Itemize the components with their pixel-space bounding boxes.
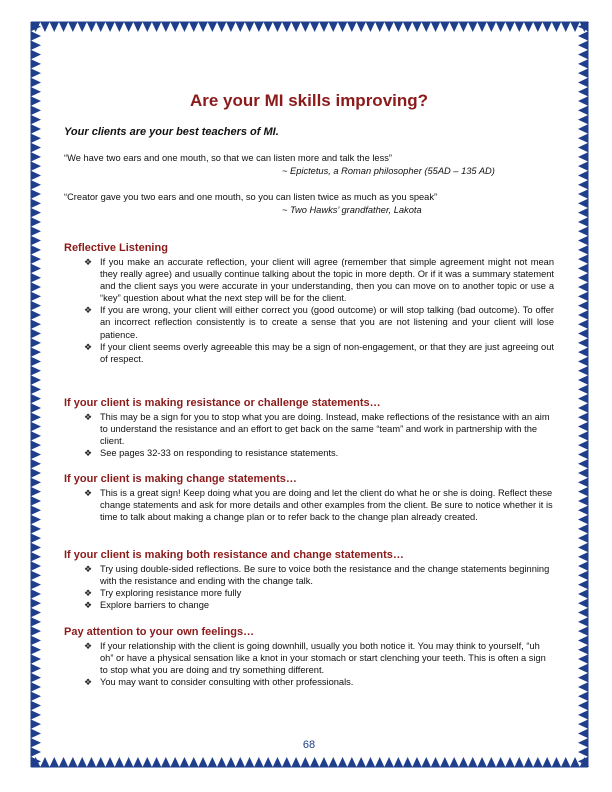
list-item-text: If you make an accurate reflection, your client will agree (remember that simple agreement might not mean they really agree) and usually continue talking about the topic in more depth. Or if it was a summary statement and the client says you were accurate in your understanding, then you can move on to another topic or use a “key” question about what the next step will be for the client. xyxy=(100,257,554,304)
quote-text: “We have two ears and one mouth, so that we can listen more and talk the less” xyxy=(64,153,392,163)
list-item-text: Try using double-sided reflections. Be sure to voice both the resistance and the change statements beginning with the resistance and ending with the change talk. xyxy=(100,564,550,587)
diamond-bullet-icon: ❖ xyxy=(84,600,93,611)
list-item-text: If your relationship with the client is going downhill, usually you both notice it. You may think to yourself, “uh oh” or have a physical sensation like a knot in your stomach or start clenching your teeth. This is often a sign to stop what you are doing and try something different. xyxy=(100,641,546,676)
list-item xyxy=(64,587,554,599)
list-item-text: Explore barriers to change xyxy=(100,600,210,611)
list-item-text: Try exploring resistance more fully xyxy=(100,588,242,599)
section-heading: If your client is making both resistance and change statements… xyxy=(64,549,404,561)
list-item-text: See pages 32-33 on responding to resistance statements. xyxy=(100,448,339,459)
diamond-bullet-icon: ❖ xyxy=(84,588,93,599)
diamond-bullet-icon: ❖ xyxy=(84,305,93,316)
list-item xyxy=(64,487,554,523)
quote-lakota xyxy=(64,191,437,217)
page-number: 68 xyxy=(302,739,316,751)
section-heading: Pay attention to your own feelings… xyxy=(64,626,255,638)
section-reflective-listening xyxy=(64,241,554,365)
quote-attribution: ~ Two Hawks’ grandfather, Lakota xyxy=(282,205,422,215)
list-item-text: This is a great sign! Keep doing what you are doing and let the client do what he or she is doing. Reflect these change statements and ask for more details and other examples from the client. Be sure to notice whether it is time to talk about making a change plan or to refer back to the change plan already created. xyxy=(100,488,553,523)
list-item xyxy=(64,563,554,587)
section-own-feelings xyxy=(64,625,554,688)
page-content xyxy=(64,0,554,792)
list-item xyxy=(64,447,554,459)
page-title: Are your MI skills improving? xyxy=(189,91,429,110)
page-subtitle: Your clients are your best teachers of MI. xyxy=(64,126,279,138)
diamond-bullet-icon: ❖ xyxy=(84,448,93,459)
section-resistance xyxy=(64,396,554,459)
list-item xyxy=(64,304,554,340)
list-item-text: This may be a sign for you to stop what you are doing. Instead, make reflections of the resistance with an aim to understand the resistance and an effort to get back on the same “team” and work in partnership with the client. xyxy=(100,412,550,447)
quote-text: “Creator gave you two ears and one mouth, so you can listen twice as much as you speak” xyxy=(64,192,438,202)
diamond-bullet-icon: ❖ xyxy=(84,412,93,422)
diamond-bullet-icon: ❖ xyxy=(84,341,93,352)
list-item xyxy=(64,640,554,676)
quote-attribution: ~ Epictetus, a Roman philosopher (55AD – 135 AD) xyxy=(282,166,495,176)
list-item xyxy=(64,411,554,447)
section-both-statements xyxy=(64,548,554,611)
quote-epictetus xyxy=(64,152,495,178)
diamond-bullet-icon: ❖ xyxy=(84,564,93,574)
list-item-text: You may want to consider consulting with other professionals. xyxy=(100,677,354,688)
section-change-statements xyxy=(64,472,554,523)
section-heading: If your client is making change statements… xyxy=(64,473,297,485)
diamond-bullet-icon: ❖ xyxy=(84,257,93,267)
diamond-bullet-icon: ❖ xyxy=(84,641,93,651)
diamond-bullet-icon: ❖ xyxy=(84,677,93,688)
list-item-text: If you are wrong, your client will either correct you (good outcome) or will stop talking (bad outcome). To offer an incorrect reflection consistently is to create a sense that you are not listening and your client will lose patience. xyxy=(100,305,554,340)
list-item xyxy=(64,341,554,365)
section-heading: Reflective Listening xyxy=(64,242,168,254)
list-item xyxy=(64,256,554,304)
list-item-text: If your client seems overly agreeable this may be a sign of non-engagement, or that they are just agreeing out of respect. xyxy=(100,341,554,364)
list-item xyxy=(64,599,554,611)
section-heading: If your client is making resistance or challenge statements… xyxy=(64,397,381,409)
diamond-bullet-icon: ❖ xyxy=(84,488,93,498)
list-item xyxy=(64,676,554,688)
